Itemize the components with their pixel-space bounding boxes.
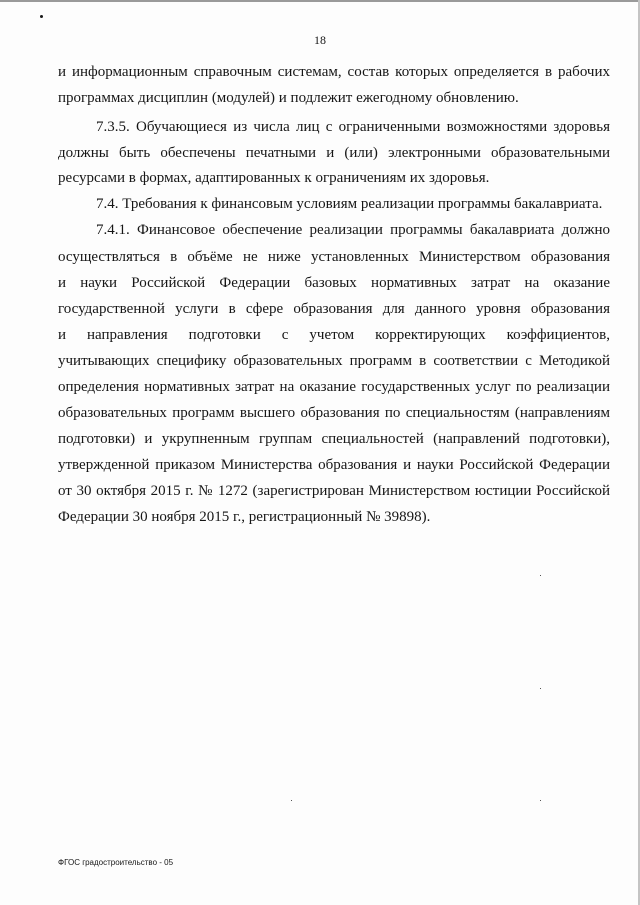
text-line: осуществляться в объёме не ниже установленных Министерством образования [58, 249, 610, 265]
scan-speck [540, 800, 541, 801]
section-heading: 7.4. Требования к финансовым условиям реализации программы бакалавриата. [96, 196, 603, 212]
page-number: 18 [314, 33, 326, 47]
footer-label: ФГОС градостроительство - 05 [58, 858, 174, 867]
scan-speck [540, 575, 541, 576]
text-line: 7.4.1. Финансовое обеспечение реализации программы бакалавриата должно [96, 222, 610, 238]
text-line: программах дисциплин (модулей) и подлежит ежегодному обновлению. [58, 90, 519, 106]
text-line: должны быть обеспечены печатными и (или) электронными образовательными [58, 145, 610, 161]
text-line: и науки Российской Федерации базовых нормативных затрат на оказание [58, 275, 610, 291]
scan-speck [291, 800, 292, 801]
text-line: и информационным справочным системам, состав которых определяется в рабочих [58, 64, 610, 80]
text-line: Федерации 30 ноября 2015 г., регистрационный № 39898). [58, 509, 431, 525]
scan-speck [540, 688, 541, 689]
text-line: подготовки) и укрупненным группам специальностей (направлений подготовки), [58, 431, 610, 447]
text-line: от 30 октября 2015 г. № 1272 (зарегистрирован Министерством юстиции Российской [58, 483, 610, 499]
scan-edge-top [0, 0, 640, 2]
scan-speck [40, 15, 43, 18]
text-line: государственной услуги в сфере образования для данного уровня образования [58, 301, 610, 317]
text-line: ресурсами в формах, адаптированных к ограничениям их здоровья. [58, 170, 490, 186]
text-line: образовательных программ высшего образования по специальностям (направлениям [58, 405, 610, 421]
text-line: определения нормативных затрат на оказание государственных услуг по реализации [58, 379, 610, 395]
text-line: учитывающих специфику образовательных программ в соответствии с Методикой [58, 353, 610, 369]
text-line: 7.3.5. Обучающиеся из числа лиц с ограниченными возможностями здоровья [96, 119, 610, 135]
text-line: и направления подготовки с учетом корректирующих коэффициентов, [58, 327, 610, 343]
text-line: утвержденной приказом Министерства образования и науки Российской Федерации [58, 457, 610, 473]
